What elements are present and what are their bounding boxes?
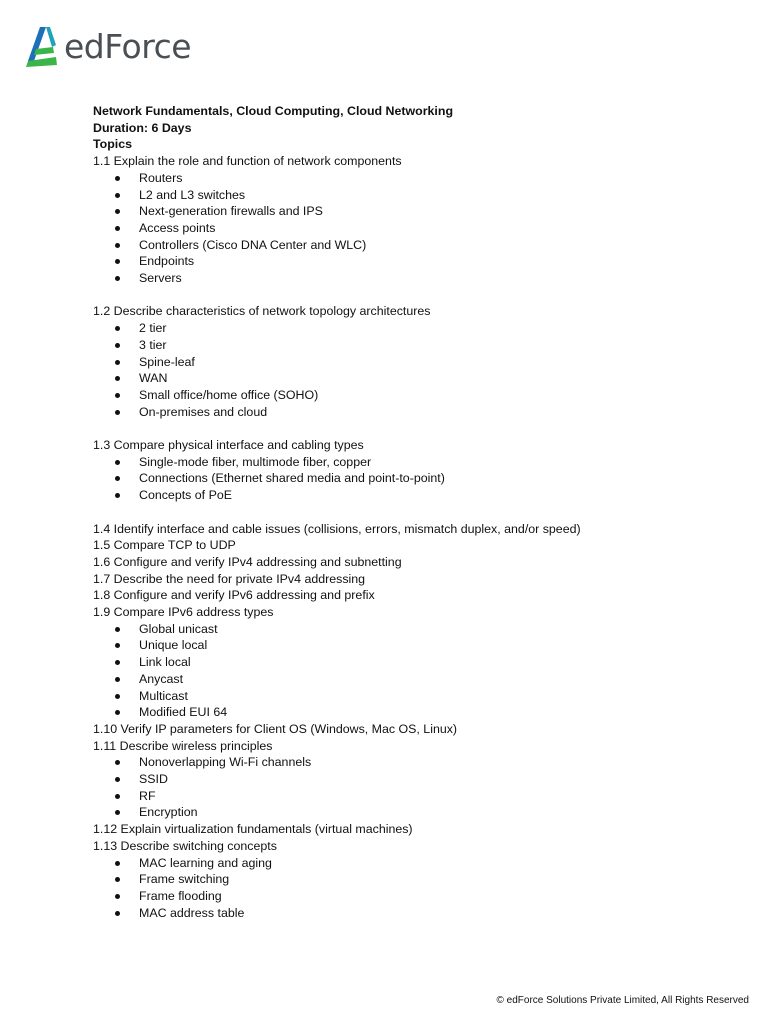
list-item — [93, 788, 733, 805]
section-heading: 1.9 Compare IPv6 address types — [93, 605, 274, 620]
list-item — [93, 888, 733, 905]
bullet-icon — [115, 209, 120, 214]
list-item — [93, 270, 733, 287]
section-spacer — [93, 287, 733, 304]
list-item-text: Global unicast — [139, 621, 218, 636]
bullet-icon — [115, 176, 120, 181]
topics-heading: Topics — [93, 137, 133, 152]
bullet-icon — [115, 259, 120, 264]
edforce-logo — [26, 26, 191, 68]
bullet-icon — [115, 643, 120, 648]
bullet-icon — [115, 894, 120, 899]
list-item-text: Modified EUI 64 — [139, 705, 228, 720]
bullet-icon — [115, 193, 120, 198]
section-heading: 1.8 Configure and verify IPv6 addressing and prefix — [93, 588, 375, 603]
section-heading: 1.11 Describe wireless principles — [93, 738, 273, 753]
section-heading: 1.12 Explain virtualization fundamentals (virtual machines) — [93, 822, 413, 837]
bullet-icon — [115, 660, 120, 665]
bullet-icon — [115, 810, 120, 815]
list-item — [93, 320, 733, 337]
bullet-list — [93, 320, 733, 420]
bullet-icon — [115, 627, 120, 632]
list-item — [93, 754, 733, 771]
list-item-text: Access points — [139, 220, 216, 235]
copyright-footer: © edForce Solutions Private Limited, All Rights Reserved — [496, 995, 749, 1006]
list-item-text: RF — [139, 788, 156, 803]
bullet-list — [93, 855, 733, 922]
list-item — [93, 470, 733, 487]
section-heading: 1.10 Verify IP parameters for Client OS (Windows, Mac OS, Linux) — [93, 721, 458, 736]
list-item — [93, 621, 733, 638]
bullet-icon — [115, 276, 120, 281]
bullet-icon — [115, 476, 120, 481]
section-spacer — [93, 504, 733, 521]
bullet-icon — [115, 410, 120, 415]
list-item-text: MAC learning and aging — [139, 855, 272, 870]
list-item — [93, 855, 733, 872]
section-heading: 1.4 Identify interface and cable issues (collisions, errors, mismatch duplex, and/or speed) — [93, 521, 581, 536]
bullet-list — [93, 170, 733, 287]
list-item-text: 2 tier — [139, 321, 167, 336]
list-item — [93, 771, 733, 788]
list-item — [93, 654, 733, 671]
section-heading: 1.13 Describe switching concepts — [93, 838, 277, 853]
list-item-text: Frame switching — [139, 872, 230, 887]
brand-name: edForce — [64, 27, 192, 66]
bullet-icon — [115, 861, 120, 866]
bullet-icon — [115, 777, 120, 782]
bullet-icon — [115, 677, 120, 682]
list-item-text: Nonoverlapping Wi-Fi channels — [139, 755, 312, 770]
bullet-icon — [115, 226, 120, 231]
list-item — [93, 671, 733, 688]
list-item-text: WAN — [139, 371, 168, 386]
list-item — [93, 704, 733, 721]
bullet-icon — [115, 877, 120, 882]
list-item — [93, 804, 733, 821]
bullet-icon — [115, 326, 120, 331]
bullet-icon — [115, 710, 120, 715]
list-item — [93, 404, 733, 421]
edforce-logo-mark-icon — [26, 27, 60, 67]
bullet-icon — [115, 794, 120, 799]
list-item — [93, 688, 733, 705]
list-item-text: Anycast — [139, 671, 184, 686]
list-item — [93, 905, 733, 922]
bullet-icon — [115, 376, 120, 381]
list-item-text: Spine-leaf — [139, 354, 195, 369]
section-spacer — [93, 420, 733, 437]
list-item — [93, 337, 733, 354]
list-item — [93, 487, 733, 504]
list-item — [93, 220, 733, 237]
course-duration: Duration: 6 Days — [93, 120, 192, 135]
list-item-text: Next-generation firewalls and IPS — [139, 204, 323, 219]
list-item-text: Servers — [139, 271, 182, 286]
list-item — [93, 354, 733, 371]
bullet-list — [93, 621, 733, 721]
list-item — [93, 454, 733, 471]
list-item-text: Routers — [139, 170, 183, 185]
list-item-text: SSID — [139, 772, 168, 787]
bullet-icon — [115, 343, 120, 348]
section-heading: 1.7 Describe the need for private IPv4 addressing — [93, 571, 366, 586]
list-item — [93, 203, 733, 220]
list-item-text: Link local — [139, 655, 191, 670]
list-item-text: Controllers (Cisco DNA Center and WLC) — [139, 237, 367, 252]
list-item-text: Multicast — [139, 688, 188, 703]
list-item — [93, 237, 733, 254]
list-item-text: Endpoints — [139, 254, 195, 269]
list-item — [93, 871, 733, 888]
list-item-text: Single-mode fiber, multimode fiber, copper — [139, 454, 372, 469]
bullet-icon — [115, 493, 120, 498]
list-item — [93, 187, 733, 204]
list-item-text: Unique local — [139, 638, 208, 653]
list-item-text: 3 tier — [139, 337, 167, 352]
list-item-text: Connections (Ethernet shared media and point-to-point) — [139, 471, 445, 486]
list-item-text: Encryption — [139, 805, 198, 820]
list-item-text: L2 and L3 switches — [139, 187, 246, 202]
section-heading: 1.1 Explain the role and function of network components — [93, 154, 402, 169]
bullet-list — [93, 754, 733, 821]
section-heading: 1.5 Compare TCP to UDP — [93, 538, 236, 553]
section-heading: 1.3 Compare physical interface and cabling types — [93, 438, 364, 453]
list-item — [93, 170, 733, 187]
bullet-icon — [115, 460, 120, 465]
bullet-icon — [115, 911, 120, 916]
bullet-icon — [115, 694, 120, 699]
bullet-icon — [115, 760, 120, 765]
list-item-text: Small office/home office (SOHO) — [139, 387, 319, 402]
course-title: Network Fundamentals, Cloud Computing, Cloud Networking — [93, 104, 454, 118]
list-item-text: MAC address table — [139, 905, 245, 920]
course-outline — [93, 103, 733, 921]
list-item — [93, 637, 733, 654]
list-item-text: Frame flooding — [139, 889, 222, 903]
section-heading: 1.2 Describe characteristics of network topology architectures — [93, 304, 431, 319]
list-item-text: Concepts of PoE — [139, 488, 232, 503]
bullet-icon — [115, 360, 120, 365]
list-item — [93, 253, 733, 270]
list-item — [93, 387, 733, 404]
bullet-icon — [115, 243, 120, 248]
list-item — [93, 370, 733, 387]
section-heading: 1.6 Configure and verify IPv4 addressing and subnetting — [93, 554, 402, 569]
bullet-list — [93, 454, 733, 504]
topic-sections — [93, 153, 733, 921]
bullet-icon — [115, 393, 120, 398]
list-item-text: On-premises and cloud — [139, 404, 268, 419]
